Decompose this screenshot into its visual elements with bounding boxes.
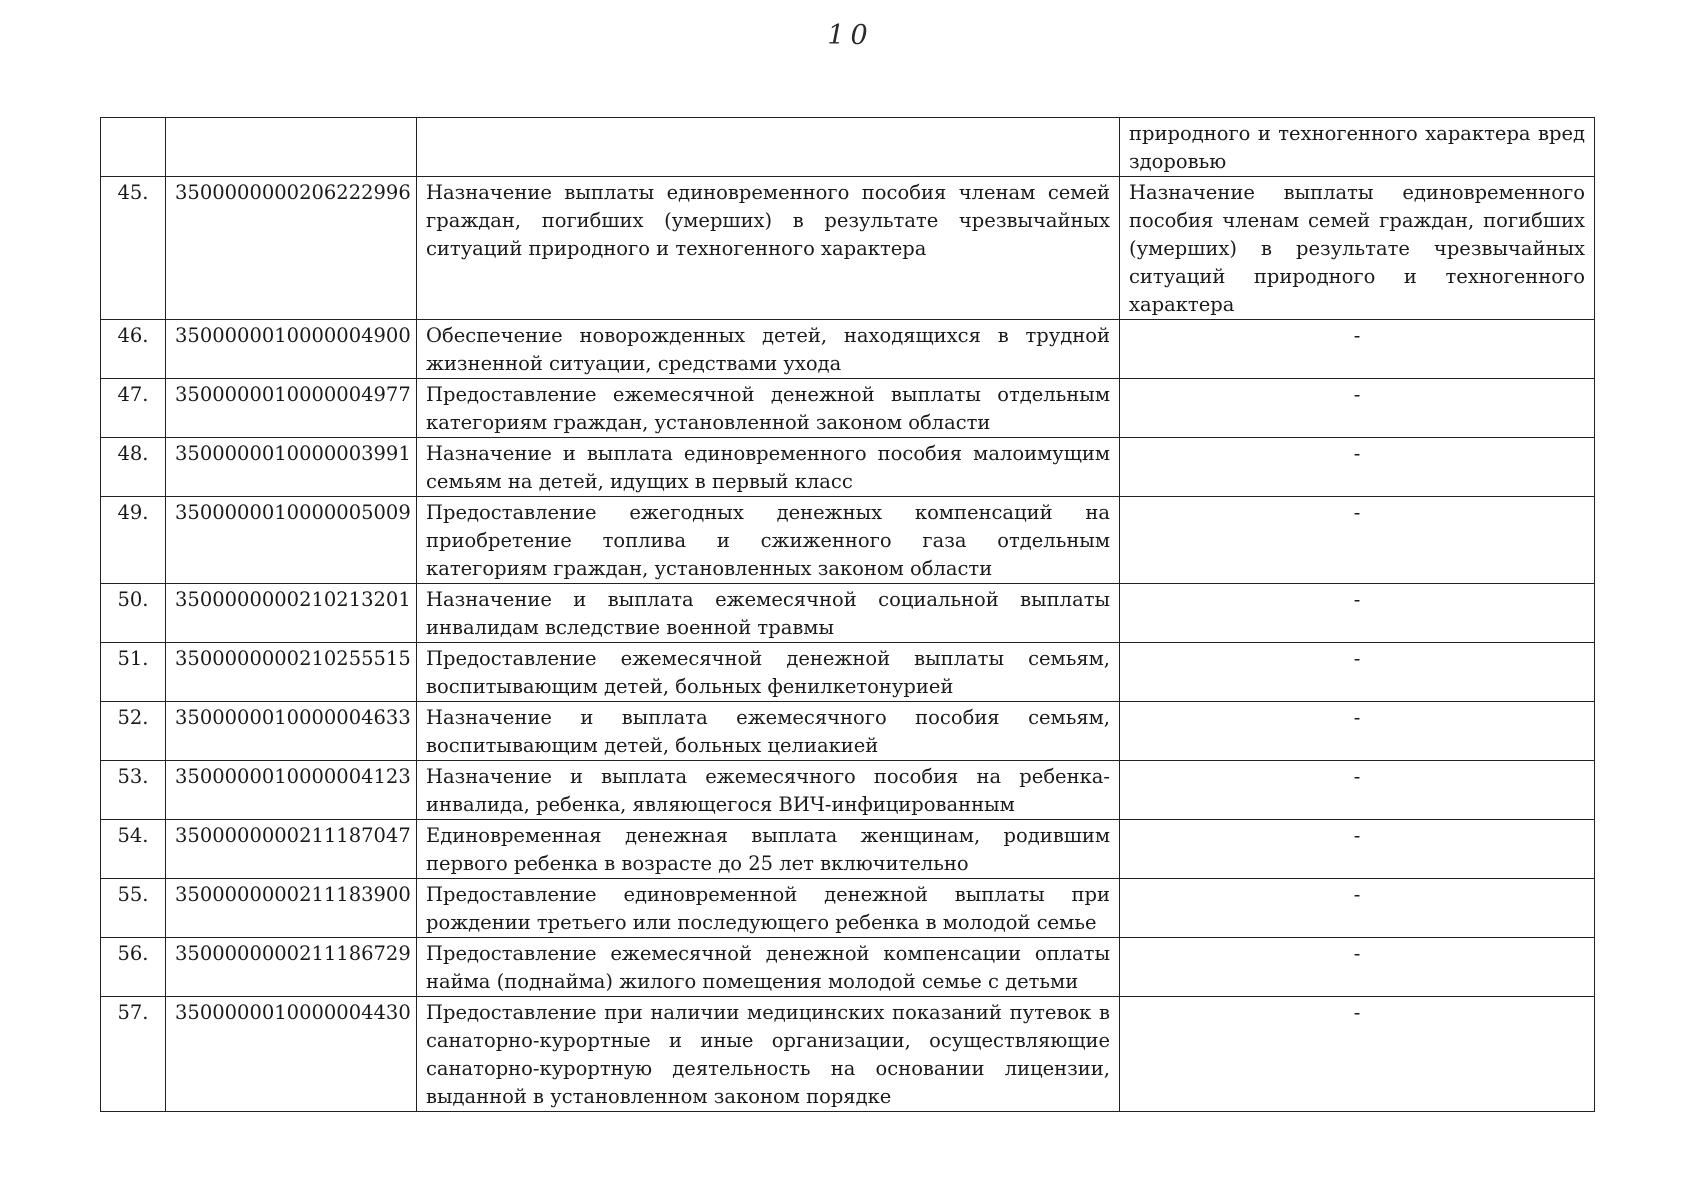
service-code-cell — [166, 118, 417, 177]
row-number-cell: 53. — [101, 761, 166, 820]
service-basis-cell: - — [1120, 643, 1595, 702]
service-basis-cell: природного и техногенного характера вред здоровью — [1120, 118, 1595, 177]
service-basis-cell: Назначение выплаты единовременного пособия членам семей граждан, погибших (умерших) в результате чрезвычайных ситуаций природного и техногенного характера — [1120, 177, 1595, 320]
row-number-cell: 54. — [101, 820, 166, 879]
service-code-cell: 3500000010000004123 — [166, 761, 417, 820]
service-basis-cell: - — [1120, 938, 1595, 997]
table-row — [101, 820, 1595, 879]
row-number-cell: 49. — [101, 497, 166, 584]
service-code-cell: 3500000010000004633 — [166, 702, 417, 761]
service-basis-cell: - — [1120, 997, 1595, 1112]
service-name-cell: Назначение выплаты единовременного пособия членам семей граждан, погибших (умерших) в результате чрезвычайных ситуаций природного и техногенного характера — [417, 177, 1120, 320]
row-number-cell: 48. — [101, 438, 166, 497]
service-code-cell: 3500000000210255515 — [166, 643, 417, 702]
service-code-cell: 3500000010000003991 — [166, 438, 417, 497]
table-body — [101, 118, 1595, 1112]
service-code-cell: 3500000000211183900 — [166, 879, 417, 938]
service-basis-cell: - — [1120, 820, 1595, 879]
service-name-cell: Единовременная денежная выплата женщинам, родившим первого ребенка в возрасте до 25 лет включительно — [417, 820, 1120, 879]
row-number-cell: 46. — [101, 320, 166, 379]
table-row — [101, 438, 1595, 497]
table-row — [101, 584, 1595, 643]
service-code-cell: 3500000000211187047 — [166, 820, 417, 879]
row-number-cell: 51. — [101, 643, 166, 702]
service-name-cell: Назначение и выплата ежемесячного пособия семьям, воспитывающим детей, больных целиакией — [417, 702, 1120, 761]
service-name-cell — [417, 118, 1120, 177]
row-number-cell: 56. — [101, 938, 166, 997]
service-name-cell: Предоставление при наличии медицинских показаний путевок в санаторно-курортные и иные организации, осуществляющие санаторно-курортную деятельность на основании лицензии, выданной в установленном законом порядке — [417, 997, 1120, 1112]
service-basis-cell: - — [1120, 584, 1595, 643]
row-number-cell: 52. — [101, 702, 166, 761]
table-row-continuation — [101, 118, 1595, 177]
service-code-cell: 3500000010000004430 — [166, 997, 417, 1112]
service-name-cell: Предоставление ежегодных денежных компенсаций на приобретение топлива и сжиженного газа отдельным категориям граждан, установленных законом области — [417, 497, 1120, 584]
row-number-cell: 47. — [101, 379, 166, 438]
table-row — [101, 938, 1595, 997]
service-basis-cell: - — [1120, 761, 1595, 820]
table-row — [101, 497, 1595, 584]
service-code-cell: 3500000000210213201 — [166, 584, 417, 643]
service-basis-cell: - — [1120, 320, 1595, 379]
service-code-cell: 3500000000211186729 — [166, 938, 417, 997]
table-row — [101, 379, 1595, 438]
row-number-cell: 55. — [101, 879, 166, 938]
row-number-cell: 45. — [101, 177, 166, 320]
service-basis-cell: - — [1120, 438, 1595, 497]
table-row — [101, 879, 1595, 938]
service-code-cell: 3500000010000004900 — [166, 320, 417, 379]
service-name-cell: Назначение и выплата ежемесячного пособия на ребенка-инвалида, ребенка, являющегося ВИЧ-инфицированным — [417, 761, 1120, 820]
table-row — [101, 702, 1595, 761]
service-name-cell: Предоставление ежемесячной денежной выплаты отдельным категориям граждан, установленной законом области — [417, 379, 1120, 438]
row-number-cell: 50. — [101, 584, 166, 643]
service-name-cell: Назначение и выплата единовременного пособия малоимущим семьям на детей, идущих в первый класс — [417, 438, 1120, 497]
service-basis-cell: - — [1120, 879, 1595, 938]
table-row — [101, 643, 1595, 702]
service-basis-cell: - — [1120, 702, 1595, 761]
services-table — [100, 117, 1595, 1112]
service-name-cell: Предоставление единовременной денежной выплаты при рождении третьего или последующего ребенка в молодой семье — [417, 879, 1120, 938]
service-basis-cell: - — [1120, 497, 1595, 584]
service-name-cell: Предоставление ежемесячной денежной выплаты семьям, воспитывающим детей, больных фенилкетонурией — [417, 643, 1120, 702]
table-row — [101, 761, 1595, 820]
table-row — [101, 320, 1595, 379]
service-name-cell: Назначение и выплата ежемесячной социальной выплаты инвалидам вследствие военной травмы — [417, 584, 1120, 643]
service-code-cell: 3500000010000005009 — [166, 497, 417, 584]
row-number-cell — [101, 118, 166, 177]
service-name-cell: Предоставление ежемесячной денежной компенсации оплаты найма (поднайма) жилого помещения молодой семье с детьми — [417, 938, 1120, 997]
row-number-cell: 57. — [101, 997, 166, 1112]
service-basis-cell: - — [1120, 379, 1595, 438]
service-code-cell: 3500000010000004977 — [166, 379, 417, 438]
page-number: 10 — [827, 20, 874, 51]
service-name-cell: Обеспечение новорожденных детей, находящихся в трудной жизненной ситуации, средствами ухода — [417, 320, 1120, 379]
service-code-cell: 3500000000206222996 — [166, 177, 417, 320]
table-row — [101, 177, 1595, 320]
table-row — [101, 997, 1595, 1112]
